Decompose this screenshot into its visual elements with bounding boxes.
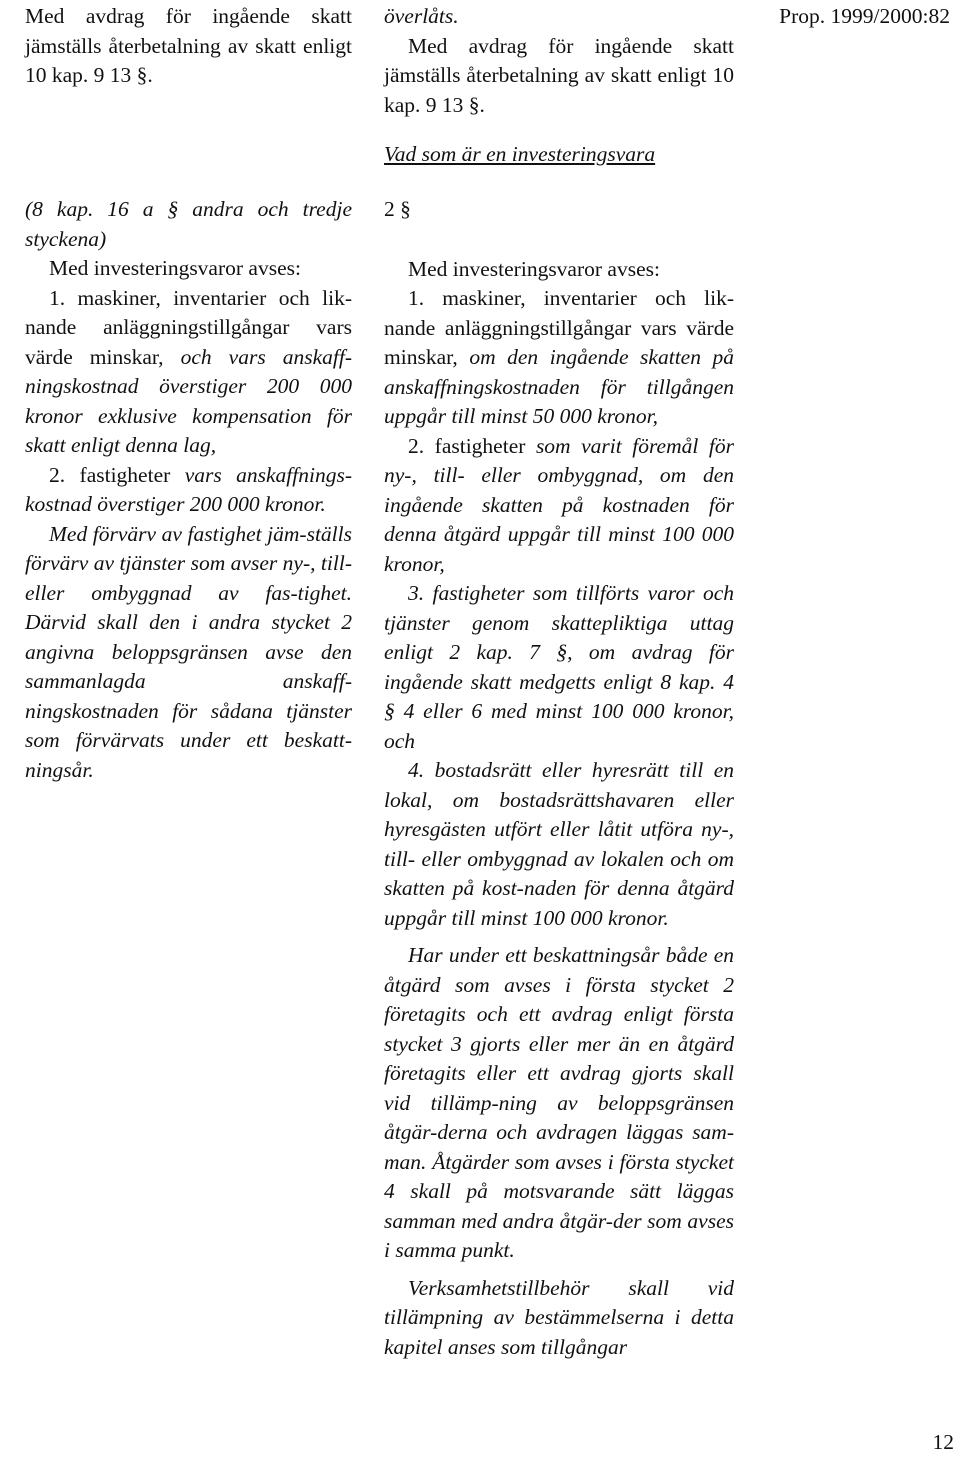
left-item-2-plain: 2. fastigheter xyxy=(49,462,171,487)
right-column-top xyxy=(384,2,734,120)
right-item-1 xyxy=(384,284,734,432)
right-top-italic: överlåts. xyxy=(384,4,459,28)
left-item-2-italic: vars anskaffnings-kostnad överstiger 200 000 kronor. xyxy=(25,462,352,516)
section-heading-text: Vad som är en investeringsvara xyxy=(384,142,656,166)
right-item-3 xyxy=(384,579,734,756)
right-paragraph-1 xyxy=(384,941,734,1266)
right-section-heading xyxy=(384,140,734,170)
right-top-paragraph: Med avdrag för ingående skatt jämställs återbetalning av skatt enligt 10 kap. 9 13 §. xyxy=(384,33,734,117)
left-item-1 xyxy=(25,284,352,461)
left-top-paragraph: Med avdrag för ingående skatt jämställs återbetalning av skatt enligt 10 kap. 9 13 §. xyxy=(25,4,352,87)
left-intro: Med investeringsvaror avses: xyxy=(49,256,301,280)
left-paragraph xyxy=(25,520,352,786)
left-item-1-plain: 1. maskiner, inventarier och lik-nande anläggningstillgångar vars värde minskar, xyxy=(25,285,352,369)
right-top-fragment xyxy=(384,2,734,32)
left-item-1-italic: och vars anskaff-ningskostnad överstiger 200 000 kronor exklusive kompensation för skatt enligt denna lag, xyxy=(25,344,352,457)
right-item-2-italic: som varit föremål för ny-, till- eller ombyggnad, om den ingående skatten på kostnaden för denna åtgärd uppgår till minst 100 000 kronor, xyxy=(384,433,734,576)
left-column xyxy=(25,2,352,91)
right-item-1-plain: 1. maskiner, inventarier och lik-nande anläggningstillgångar vars värde minskar, xyxy=(384,286,734,369)
right-section-heading-block xyxy=(384,140,734,170)
right-item-2-plain: 2. fastigheter xyxy=(408,433,526,458)
right-item-3-text: 3. fastigheter som tillförts varor och tjänster genom skattepliktiga uttag enligt 2 kap. 7 §, om avdrag för ingående skatt medgetts enligt 8 kap. 4 § 4 eller 6 med minst 100 000 kronor, och xyxy=(384,581,734,753)
right-item-4-text: 4. bostadsrätt eller hyresrätt till en lokal, om bostadsrättshavaren eller hyresgästen utfört eller låtit utföra ny-, till- eller ombyggnad av lokalen och om skatten på kost-naden för denna åtgärd uppgår till minst 100 000 kronor. xyxy=(384,758,734,930)
right-paragraph-2 xyxy=(384,1274,734,1363)
left-paragraph-text: Med förvärv av fastighet jäm-ställs förvärv av tjänster som avser ny-, till- eller ombyggnad av fas-tighet. Därvid skall den i andra stycket 2 angivna beloppsgränsen avse den sammanlagda anskaff-ningskostnaden för sådana tjänster som förvärvats under ett beskatt-ningsår. xyxy=(25,521,352,782)
right-item-2 xyxy=(384,432,734,580)
right-paragraph-2-text: Verksamhetstillbehör skall vid tillämpning av bestämmelserna i detta kapitel anses som tillgångar xyxy=(384,1275,734,1359)
left-item-2 xyxy=(25,461,352,520)
page-number: 12 xyxy=(932,1430,954,1454)
right-item-4 xyxy=(384,756,734,933)
right-section-number: 2 § xyxy=(384,197,411,221)
document-reference: Prop. 1999/2000:82 xyxy=(779,4,950,28)
right-intro: Med investeringsvaror avses: xyxy=(408,256,660,281)
left-ref-text: (8 kap. 16 a § andra och tredje styckena) xyxy=(25,197,352,251)
right-item-1-italic: om den ingående skatten på anskaffningskostnaden för tillgången uppgår till minst 50 000 kronor, xyxy=(384,345,734,428)
right-column-body xyxy=(384,195,734,1362)
left-column-body xyxy=(25,195,352,785)
right-paragraph-1-text: Har under ett beskattningsår både en åtgärd som avses i första stycket 2 företagits och ett avdrag enligt första stycket 3 gjorts eller mer än en åtgärd företagits eller ett avdrag gjorts skall vid tillämp-ning av beloppsgränsen åtgär-derna och avdragen läggas sam-man. Åtgärder som avses i första stycket 4 skall på motsvarande sätt läggas samman med andra åtgär-der som avses i samma punkt. xyxy=(384,943,734,1262)
left-section-reference xyxy=(25,195,352,254)
